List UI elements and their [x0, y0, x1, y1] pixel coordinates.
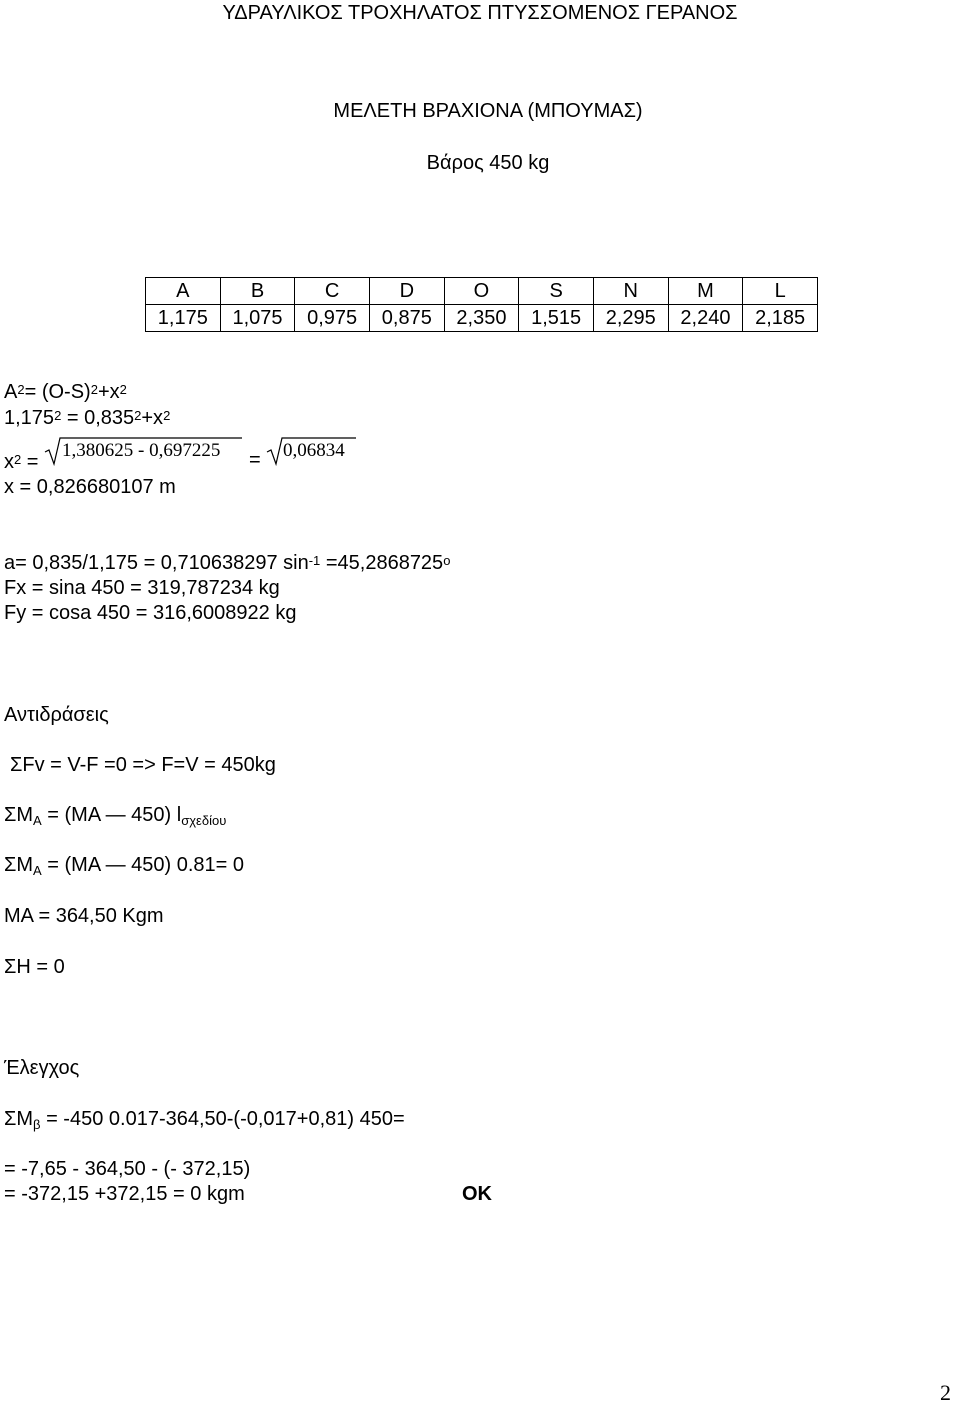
equation-line-2	[4, 408, 170, 428]
table-cell: 2,295	[593, 305, 668, 332]
angle-calculation	[4, 553, 450, 573]
weight-label: Βάρος 450 kg	[426, 152, 550, 174]
radicand-2: 0,06834	[283, 440, 345, 461]
equation-line-3	[4, 452, 38, 472]
table-row	[146, 305, 818, 332]
exponent: 2	[119, 382, 127, 397]
degree-symbol: o	[443, 553, 451, 568]
exponent: 2	[14, 452, 22, 467]
table-header-cell: M	[668, 278, 743, 305]
page-subtitle: ΜΕΛΕΤΗ ΒΡΑΧΙΟΝΑ (ΜΠΟΥΜΑΣ)	[333, 100, 643, 122]
table-cell: 2,350	[444, 305, 519, 332]
eq-term: = (MA — 450) 0.81= 0	[41, 854, 245, 876]
eq-term: ΣM	[4, 854, 34, 876]
table-header-cell: A	[146, 278, 221, 305]
table-header-cell: L	[743, 278, 818, 305]
table-header-cell: C	[295, 278, 370, 305]
table-cell: 1,175	[146, 305, 221, 332]
eq-term: x	[4, 451, 14, 473]
eq-term: = -450 0.017-364,50-(-0,017+0,81) 450=	[40, 1108, 405, 1130]
eq-term: +x	[141, 407, 164, 429]
subscript: A	[33, 813, 42, 828]
moment-a-equation-1	[4, 804, 227, 828]
exponent: 2	[163, 408, 171, 423]
sum-fv-equation: ΣFv = V-F =0 => F=V = 450kg	[10, 754, 276, 776]
subscript: σχεδίου	[181, 813, 227, 828]
exponent: -1	[308, 553, 321, 568]
eq-term: = (O-S)	[24, 381, 91, 403]
equals-sign: =	[249, 449, 261, 471]
table-cell: 1,075	[220, 305, 295, 332]
moment-b-equation	[4, 1108, 405, 1132]
table-header-row	[146, 278, 818, 305]
eq-term: A	[4, 381, 18, 403]
table-header-cell: B	[220, 278, 295, 305]
exponent: 2	[54, 408, 62, 423]
eq-term: ΣM	[4, 804, 34, 826]
exponent: 2	[134, 408, 142, 423]
eq-term: = (MA — 450) l	[41, 804, 182, 826]
eq-term: =45,2868725	[320, 552, 444, 574]
table-cell: 0,875	[369, 305, 444, 332]
eq-term: ΣM	[4, 1108, 34, 1130]
table-cell: 1,515	[519, 305, 594, 332]
equation-line-1	[4, 382, 127, 402]
eq-term: = 0,835	[61, 407, 135, 429]
radicand-1: 1,380625 - 0,697225	[62, 440, 221, 461]
table-header-cell: N	[593, 278, 668, 305]
eq-term: =	[21, 451, 39, 473]
page-number: 2	[940, 1380, 951, 1405]
ok-label: OK	[462, 1183, 492, 1205]
equation-line-4: x = 0,826680107 m	[4, 476, 176, 498]
fy-calculation: Fy = cosa 450 = 316,6008922 kg	[4, 602, 297, 624]
check-heading: Έλεγχος	[4, 1057, 80, 1079]
check-line-3: = -372,15 +372,15 = 0 kgm	[4, 1183, 245, 1205]
eq-term: +x	[97, 381, 120, 403]
table-cell: 2,185	[743, 305, 818, 332]
table-header-cell: D	[369, 278, 444, 305]
fx-calculation: Fx = sina 450 = 319,787234 kg	[4, 577, 280, 599]
sum-h-equation: ΣH = 0	[4, 956, 65, 978]
eq-term: 1,175	[4, 407, 55, 429]
eq-term: a= 0,835/1,175 = 0,710638297 sin	[4, 552, 309, 574]
check-line-2: = -7,65 - 364,50 - (- 372,15)	[4, 1158, 251, 1180]
moment-a-equation-2	[4, 854, 245, 878]
ma-result: MA = 364,50 Kgm	[4, 905, 164, 927]
subscript: A	[33, 863, 42, 878]
table-cell: 2,240	[668, 305, 743, 332]
table-header-cell: S	[519, 278, 594, 305]
reactions-heading: Αντιδράσεις	[4, 704, 109, 726]
exponent: 2	[17, 382, 25, 397]
subscript: β	[33, 1117, 41, 1132]
page-title: ΥΔΡΑΥΛΙΚΟΣ ΤΡΟΧΗΛΑΤΟΣ ΠΤΥΣΣΟΜΕΝΟΣ ΓΕΡΑΝΟΣ	[222, 2, 738, 24]
dimensions-table	[145, 277, 818, 332]
table-cell: 0,975	[295, 305, 370, 332]
table-header-cell: O	[444, 278, 519, 305]
exponent: 2	[90, 382, 98, 397]
